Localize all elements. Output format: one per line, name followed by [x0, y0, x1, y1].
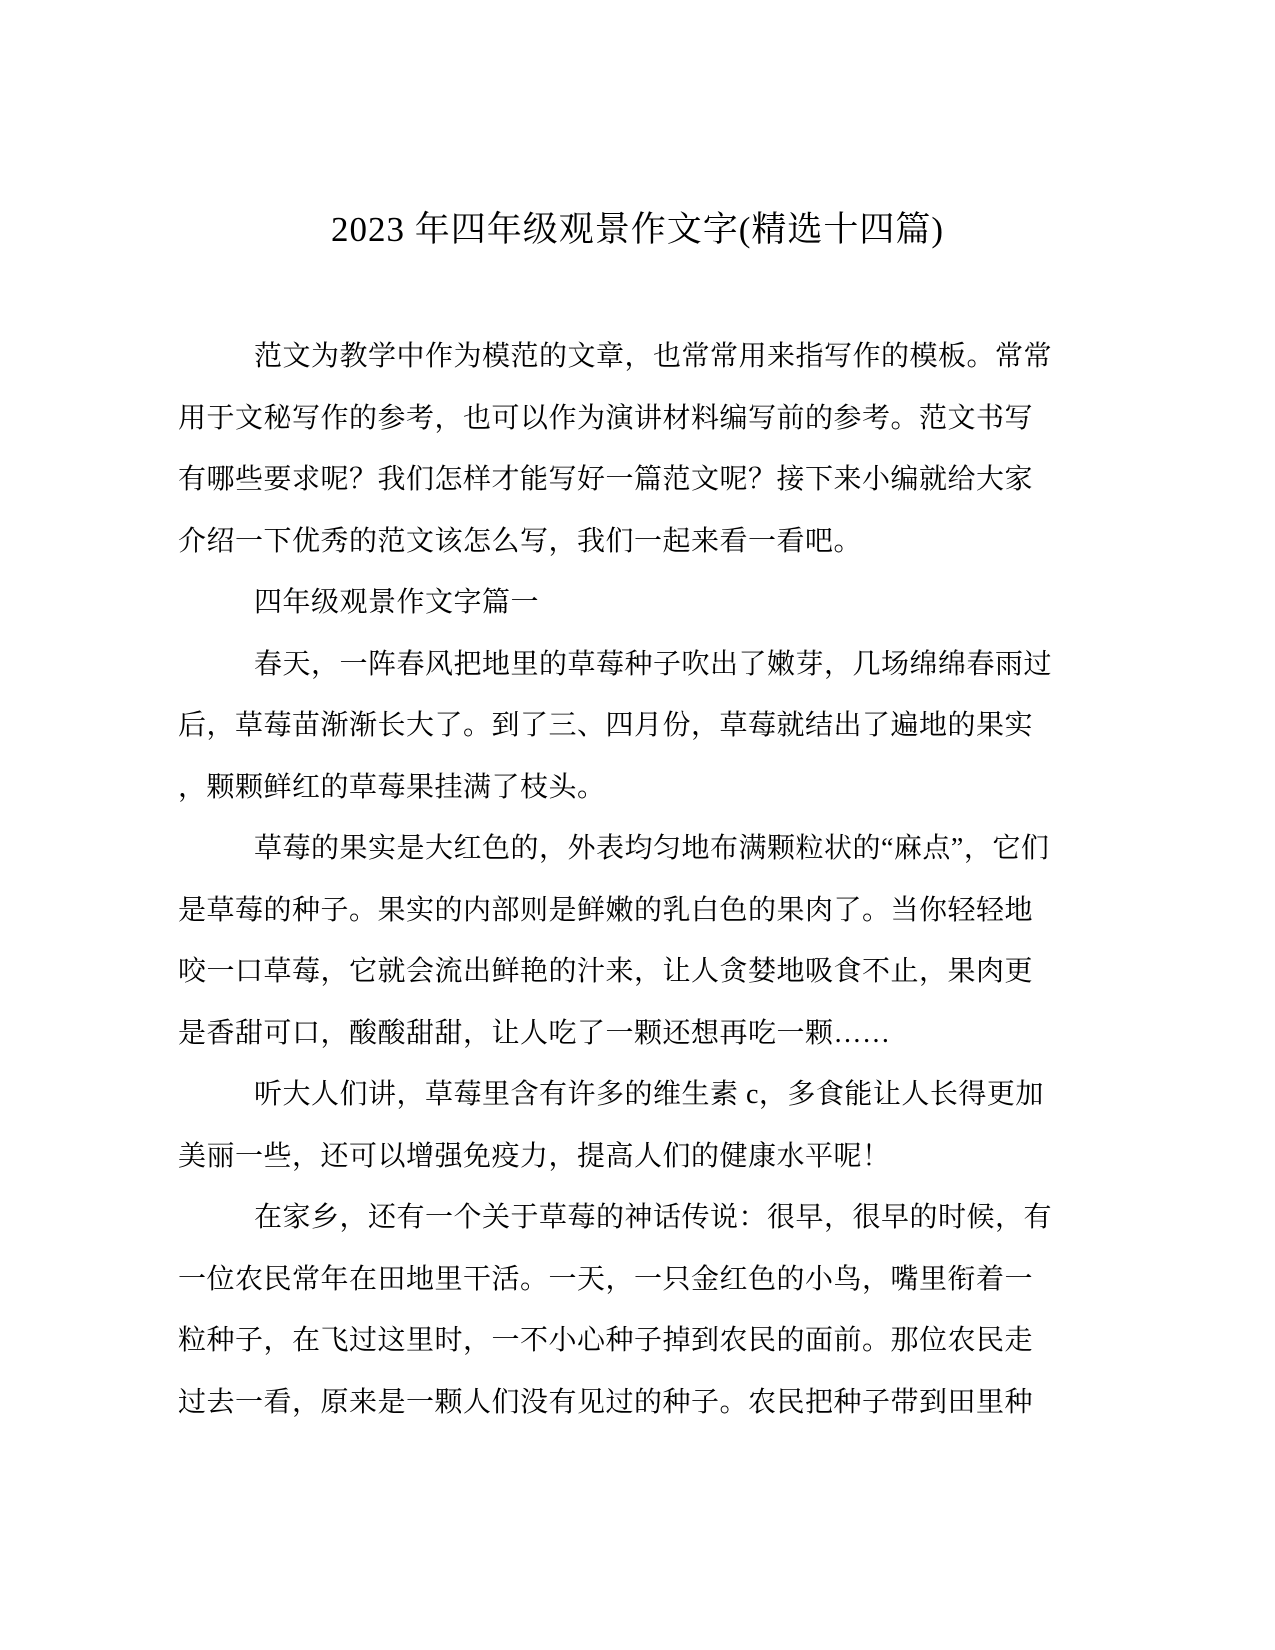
paragraph [178, 1064, 1044, 1187]
text-line: 范文为教学中作为模范的文章，也常常用来指写作的模板。常常 [254, 341, 1053, 372]
text-line: 在家乡，还有一个关于草莓的神话传说：很早，很早的时候，有 [254, 1202, 1053, 1233]
text-line: 后，草莓苗渐渐长大了。到了三、四月份，草莓就结出了遍地的果实 [178, 710, 1034, 741]
text-line: ，颗颗鲜红的草莓果挂满了枝头。 [178, 771, 606, 803]
text-line: 咬一口草莓，它就会流出鲜艳的汁来，让人贪婪地吸食不止，果肉更 [178, 956, 1034, 987]
text-line: 过去一看，原来是一颗人们没有见过的种子。农民把种子带到田里种 [178, 1386, 1034, 1418]
text-line: 粒种子，在飞过这里时，一不小心种子掉到农民的面前。那位农民走 [178, 1325, 1034, 1356]
paragraph [178, 326, 1053, 572]
paragraph [178, 818, 1050, 1064]
text-line: 草莓的果实是大红色的，外表均匀地布满颗粒状的“麻点”，它们 [254, 833, 1050, 864]
text-line: 春天，一阵春风把地里的草莓种子吹出了嫩芽，几场绵绵春雨过 [254, 648, 1053, 680]
text-line: 一位农民常年在田地里干活。一天，一只金红色的小鸟，嘴里衔着一 [178, 1263, 1034, 1295]
text-line: 是香甜可口，酸酸甜甜，让人吃了一颗还想再吃一颗…… [178, 1017, 891, 1049]
text-line: 用于文秘写作的参考，也可以作为演讲材料编写前的参考。范文书写 [178, 402, 1034, 434]
text-line: 听大人们讲，草莓里含有许多的维生素 c，多食能让人长得更加 [254, 1079, 1044, 1110]
text-line: 介绍一下优秀的范文该怎么写，我们一起来看一看吧。 [178, 525, 863, 557]
text-line: 美丽一些，还可以增强免疫力，提高人们的健康水平呢！ [178, 1140, 891, 1172]
text-line: 是草莓的种子。果实的内部则是鲜嫩的乳白色的果肉了。当你轻轻地 [178, 894, 1034, 926]
text-line: 四年级观景作文字篇一 [254, 587, 540, 618]
document-body [178, 326, 1053, 1433]
document-title: 2023 年四年级观景作文字(精选十四篇) [330, 210, 945, 249]
paragraph [178, 572, 1038, 634]
paragraph [178, 1187, 1053, 1433]
paragraph [178, 634, 1053, 819]
text-line: 有哪些要求呢？我们怎样才能写好一篇范文呢？接下来小编就给大家 [178, 464, 1034, 495]
